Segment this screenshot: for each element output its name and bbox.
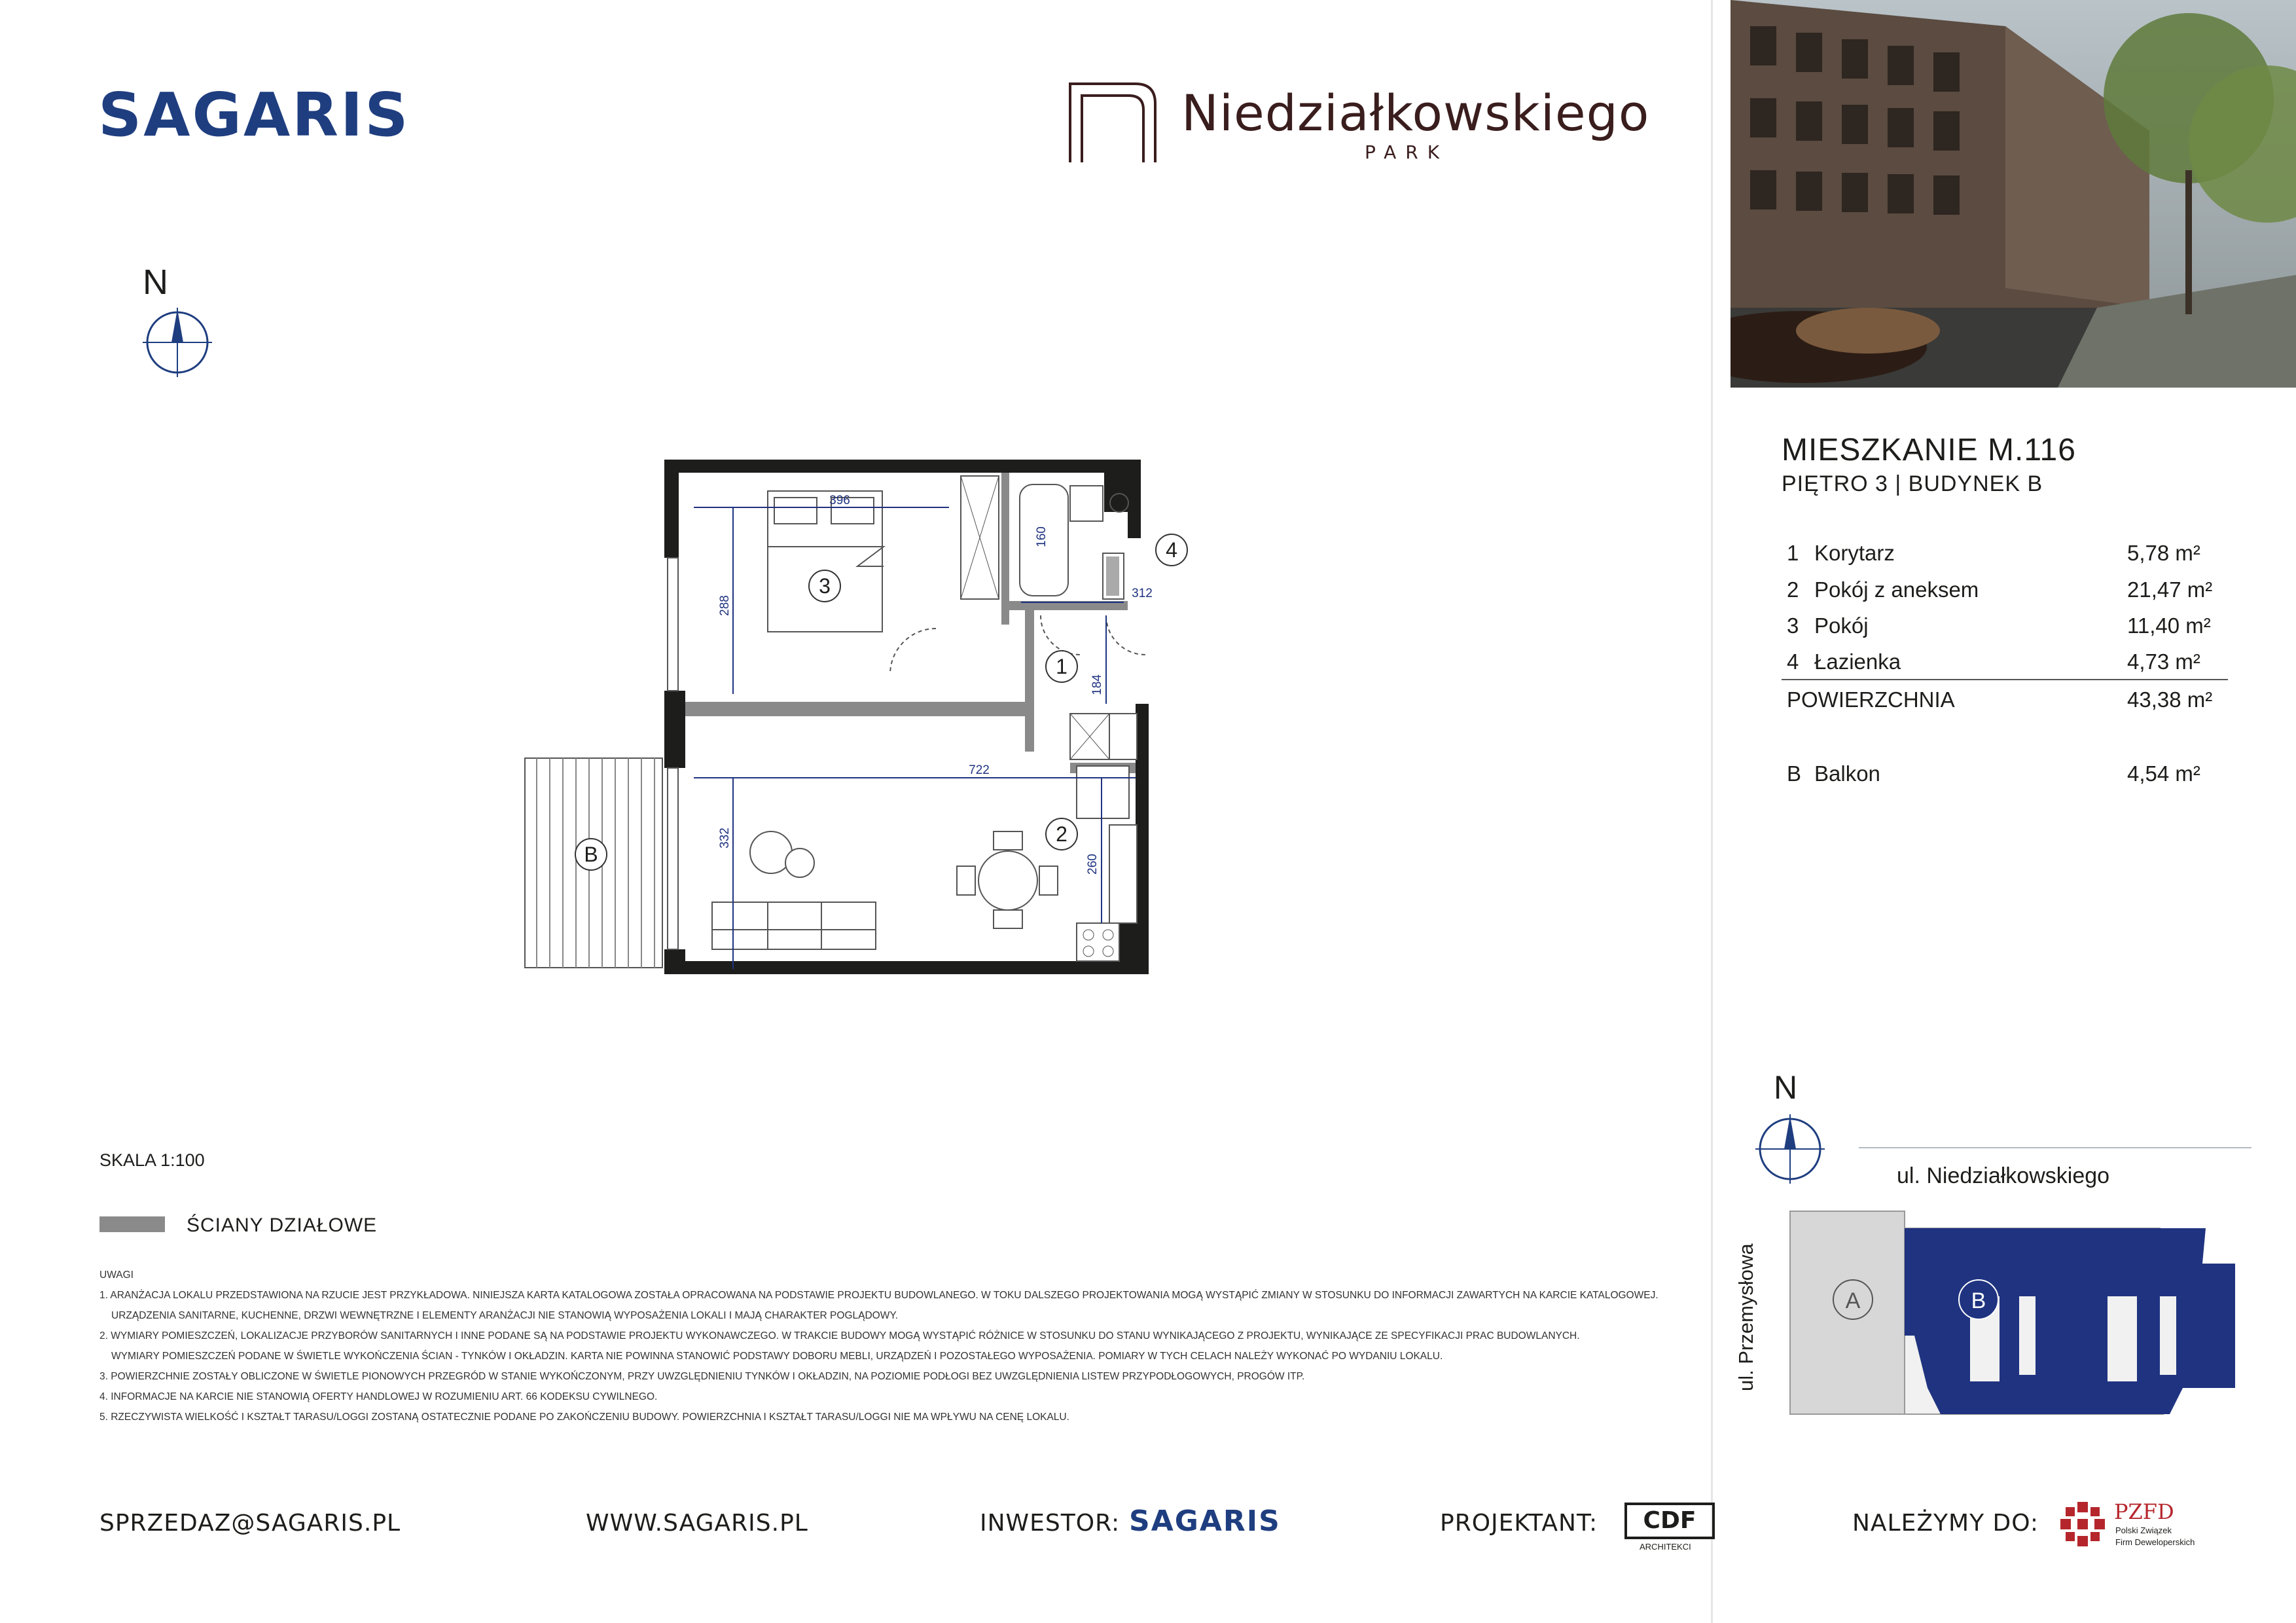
notes-title: UWAGI xyxy=(99,1269,134,1281)
room-number: 3 xyxy=(1787,613,1799,638)
room-name: Pokój z aneksem xyxy=(1814,577,1979,602)
pzfd-emblem-icon xyxy=(2058,1499,2108,1549)
apartment-subtitle: PIĘTRO 3 | BUDYNEK B xyxy=(1782,471,2043,496)
room-number: 4 xyxy=(1787,649,1799,674)
street-name-top: ul. Niedziałkowskiego xyxy=(1897,1163,2110,1188)
building-visualization xyxy=(1731,0,2296,388)
notes xyxy=(99,1265,1696,1427)
designer-logo-sub: ARCHITEKCI xyxy=(1640,1542,1691,1552)
note-line: 5. RZECZYWISTA WIELKOŚĆ I KSZTAŁT TARASU/LOGGI ZOSTANĄ OSTATECZNIE PODANE PO ZAKOŃCZENIU BUDOWY. POWIERZCHNIA I KSZTAŁT TARASU/LOGGI NIE MA WPŁYWU NA CENĘ LOKALU. xyxy=(99,1412,1069,1423)
note-line: 3. POWIERZCHNIE ZOSTAŁY OBLICZONE W ŚWIETLE PIONOWYCH PRZEGRÓD W STANIE WYKOŃCZONYM, PRZY UWZGLĘDNIENIU TYNKÓW I OKŁADZIN, NA POZIOMIE PODŁOGI BEZ UWZGLĘDNIENIA LISTEW PRZYPODŁOGOWYCH, PROGÓW ITP. xyxy=(99,1371,1305,1382)
total-area: 43,38 m² xyxy=(2127,687,2213,712)
designer-label: PROJEKTANT: xyxy=(1440,1510,1598,1537)
note-line: 1. ARANŻACJA LOKALU PRZEDSTAWIONA NA RZUCIE JEST PRZYKŁADOWA. NINIEJSZA KARTA KATALOGOWA ZOSTAŁA OPRACOWANA NA PODSTAWIE PROJEKTU BUDOWLANEGO. W TOKU DALSZEGO PROJEKTOWANIA MOGĄ WYSTĄPIĆ ZMIANY W STOSUNKU DO INFORMACJI ZAWARTYCH NA KARCIE KATALOGOWEJ. xyxy=(99,1290,1659,1301)
site-building-a: A xyxy=(1845,1288,1861,1313)
project-sub: PARK xyxy=(1365,141,1449,163)
sagaris-logo: SAGARIS xyxy=(98,80,410,150)
dim-label: 260 xyxy=(1086,854,1100,875)
room-name: Korytarz xyxy=(1814,541,1895,565)
designer-logo-text: CDF xyxy=(1643,1507,1696,1534)
room-number: 2 xyxy=(1787,577,1799,602)
room-marker: 1 xyxy=(1056,655,1067,678)
site-building-b: B xyxy=(1971,1288,1986,1313)
room-area: 5,78 m² xyxy=(2127,541,2200,565)
legend-label: ŚCIANY DZIAŁOWE xyxy=(187,1214,378,1236)
dim-label: 332 xyxy=(718,828,732,848)
note-line: 4. INFORMACJE NA KARCIE NIE STANOWIĄ OFERTY HANDLOWEJ W ROZUMIENIU ART. 66 KODEKSU CYWILNEGO. xyxy=(99,1391,658,1402)
note-line: 2. WYMIARY POMIESZCZEŃ, LOKALIZACJE PRZYBORÓW SANITARNYCH I INNE PODANE SĄ NA PODSTAWIE PROJEKTU WYKONAWCZEGO. W TRAKCIE BUDOWY MOGĄ WYSTĄPIĆ RÓŻNICE W STOSUNKU DO STANU WYNIKAJĄCEGO Z PROJEKTU, WYNIKAJĄCE ZE SPECYFIKACJI PRAC BUDOWLANYCH. xyxy=(99,1330,1580,1341)
outer-walls xyxy=(664,460,1149,974)
site-map xyxy=(1777,1205,2235,1427)
investor-label: INWESTOR: xyxy=(980,1510,1121,1537)
dim-label: 312 xyxy=(1132,587,1153,600)
dim-label: 184 xyxy=(1090,674,1104,695)
scale-label: SKALA 1:100 xyxy=(99,1150,205,1170)
room-marker: 4 xyxy=(1166,538,1177,562)
room-marker: 2 xyxy=(1056,822,1067,846)
balcony-row xyxy=(1787,761,2219,793)
balcony-number: B xyxy=(1787,761,1802,786)
apartment-title: MIESZKANIE M.116 xyxy=(1782,433,2076,467)
room-row xyxy=(1787,541,2219,572)
project-logo xyxy=(1064,77,1650,169)
room-marker: 3 xyxy=(819,574,831,598)
dining-table xyxy=(957,831,1058,928)
note-line: WYMIARY POMIESZCZEŃ PODANE W ŚWIETLE WYKOŃCZENIA ŚCIAN - TYNKÓW I OKŁADZIN. KARTA NIE POWINNA STANOWIĆ PODSTAWY DOBORU MEBLI, URZĄDZEŃ I POZOSTAŁEGO WYPOSAŻENIA. POMIARY W TYCH CELACH NALEŻY WYKONAĆ PO WYDANIU LOKALU. xyxy=(111,1351,1443,1362)
footer-email[interactable]: SPRZEDAZ@SAGARIS.PL xyxy=(99,1510,401,1537)
room-name: Łazienka xyxy=(1814,649,1901,674)
dim-label: 288 xyxy=(718,595,732,616)
dim-label: 722 xyxy=(969,763,990,777)
dim-label: 160 xyxy=(1035,526,1049,547)
divider xyxy=(1711,0,1713,1623)
room-row xyxy=(1787,649,2219,681)
legend-swatch xyxy=(99,1216,165,1232)
footer-website[interactable]: WWW.SAGARIS.PL xyxy=(586,1510,808,1537)
member-logo-sub2: Firm Deweloperskich xyxy=(2115,1537,2195,1547)
investor-logo: SAGARIS xyxy=(1129,1504,1281,1538)
total-row xyxy=(1787,687,2219,719)
north-arrow-icon xyxy=(143,308,212,377)
compass-label: N xyxy=(143,263,168,302)
room-name: Pokój xyxy=(1814,613,1869,638)
room-row xyxy=(1787,577,2219,609)
total-divider xyxy=(1782,679,2228,680)
bed xyxy=(768,491,884,632)
room-number: 1 xyxy=(1787,541,1799,565)
member-logo-sub1: Polski Związek xyxy=(2115,1525,2172,1535)
room-area: 21,47 m² xyxy=(2127,577,2213,602)
sofa xyxy=(712,902,876,949)
room-area: 4,73 m² xyxy=(2127,649,2200,674)
site-compass-label: N xyxy=(1774,1069,1798,1106)
street-name-left: ul. Przemysłowa xyxy=(1734,1243,1757,1391)
member-logo: PZFD xyxy=(2114,1499,2174,1524)
balcony-name: Balkon xyxy=(1814,761,1880,786)
site-street-line xyxy=(1859,1147,2251,1148)
project-monogram-icon xyxy=(1064,77,1168,169)
floor-plan xyxy=(517,452,1302,1002)
dim-label: 396 xyxy=(829,494,850,507)
note-line: URZĄDZENIA SANITARNE, KUCHENNE, DRZWI WEWNĘTRZNE I ELEMENTY ARANŻACJI NIE STANOWIĄ WYPOSAŻENIA LOKALI I MAJĄ CHARAKTER POGLĄDOWY. xyxy=(111,1310,898,1321)
site-north-arrow-icon xyxy=(1755,1114,1825,1184)
project-name: Niedziałkowskiego xyxy=(1181,84,1650,142)
designer-logo xyxy=(1624,1503,1715,1539)
member-label: NALEŻYMY DO: xyxy=(1852,1510,2039,1537)
room-marker: B xyxy=(584,843,598,866)
total-label: POWIERZCHNIA xyxy=(1787,687,1955,712)
room-area: 11,40 m² xyxy=(2127,613,2211,638)
room-row xyxy=(1787,613,2219,645)
balcony-area: 4,54 m² xyxy=(2127,761,2200,786)
